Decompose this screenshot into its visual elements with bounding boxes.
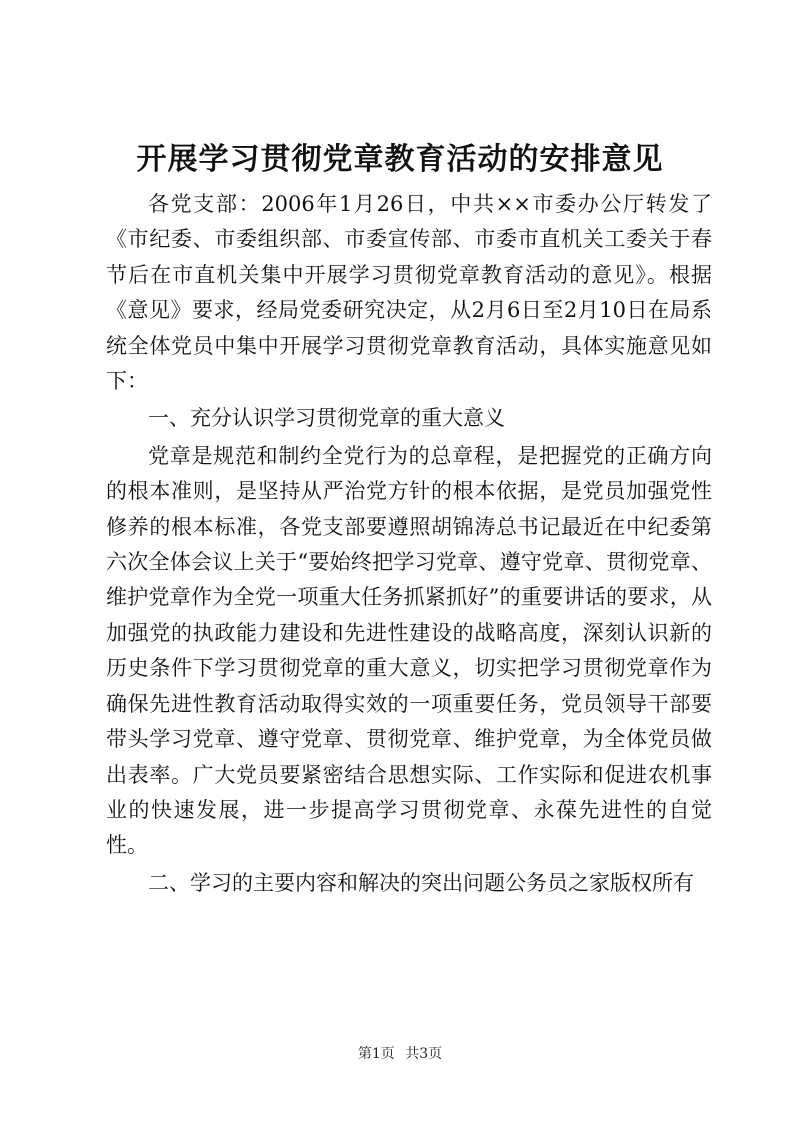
intro-paragraph: 各党支部：2006年1月26日，中共××市委办公厅转发了《市纪委、市委组织部、市委宣传部、市委市直机关工委关于春节后在市直机关集中开展学习贯彻党章教育活动的意见》。根据《意见》要求，经局党委研究决定，从2月6日至2月10日在局系统全体党员中集中开展学习贯彻党章教育活动，具体实施意见如下： bbox=[106, 192, 712, 394]
document-body bbox=[106, 187, 712, 901]
page-footer bbox=[0, 1044, 800, 1064]
section-heading-1: 一、充分认识学习贯彻党章的重大意义 bbox=[148, 406, 505, 431]
section-paragraph-1: 党章是规范和制约全党行为的总章程，是把握党的正确方向的根本准则，是坚持从严治党方针的根本依据，是党员加强党性修养的根本标准，各党支部要遵照胡锦涛总书记最近在中纪委第六次全体会议上关于“要始终把学习党章、遵守党章、贯彻党章、维护党章作为全党一项重大任务抓紧抓好”的重要讲话的要求，从加强党的执政能力建设和先进性建设的战略高度，深刻认识新的历史条件下学习贯彻党章的重大意义，切实把学习贯彻党章作为确保先进性教育活动取得实效的一项重要任务，党员领导干部要带头学习党章、遵守党章、贯彻党章、维护党章，为全体党员做出表率。广大党员要紧密结合思想实际、工作实际和促进农机事业的快速发展，进一步提高学习贯彻党章、永葆先进性的自觉性。 bbox=[106, 443, 712, 858]
document-title: 开展学习贯彻党章教育活动的安排意见 bbox=[136, 142, 664, 177]
page-number: 第1页 bbox=[357, 1046, 395, 1062]
page-total: 共3页 bbox=[405, 1046, 443, 1062]
section-heading-2: 二、学习的主要内容和解决的突出问题公务员之家版权所有 bbox=[148, 870, 694, 895]
